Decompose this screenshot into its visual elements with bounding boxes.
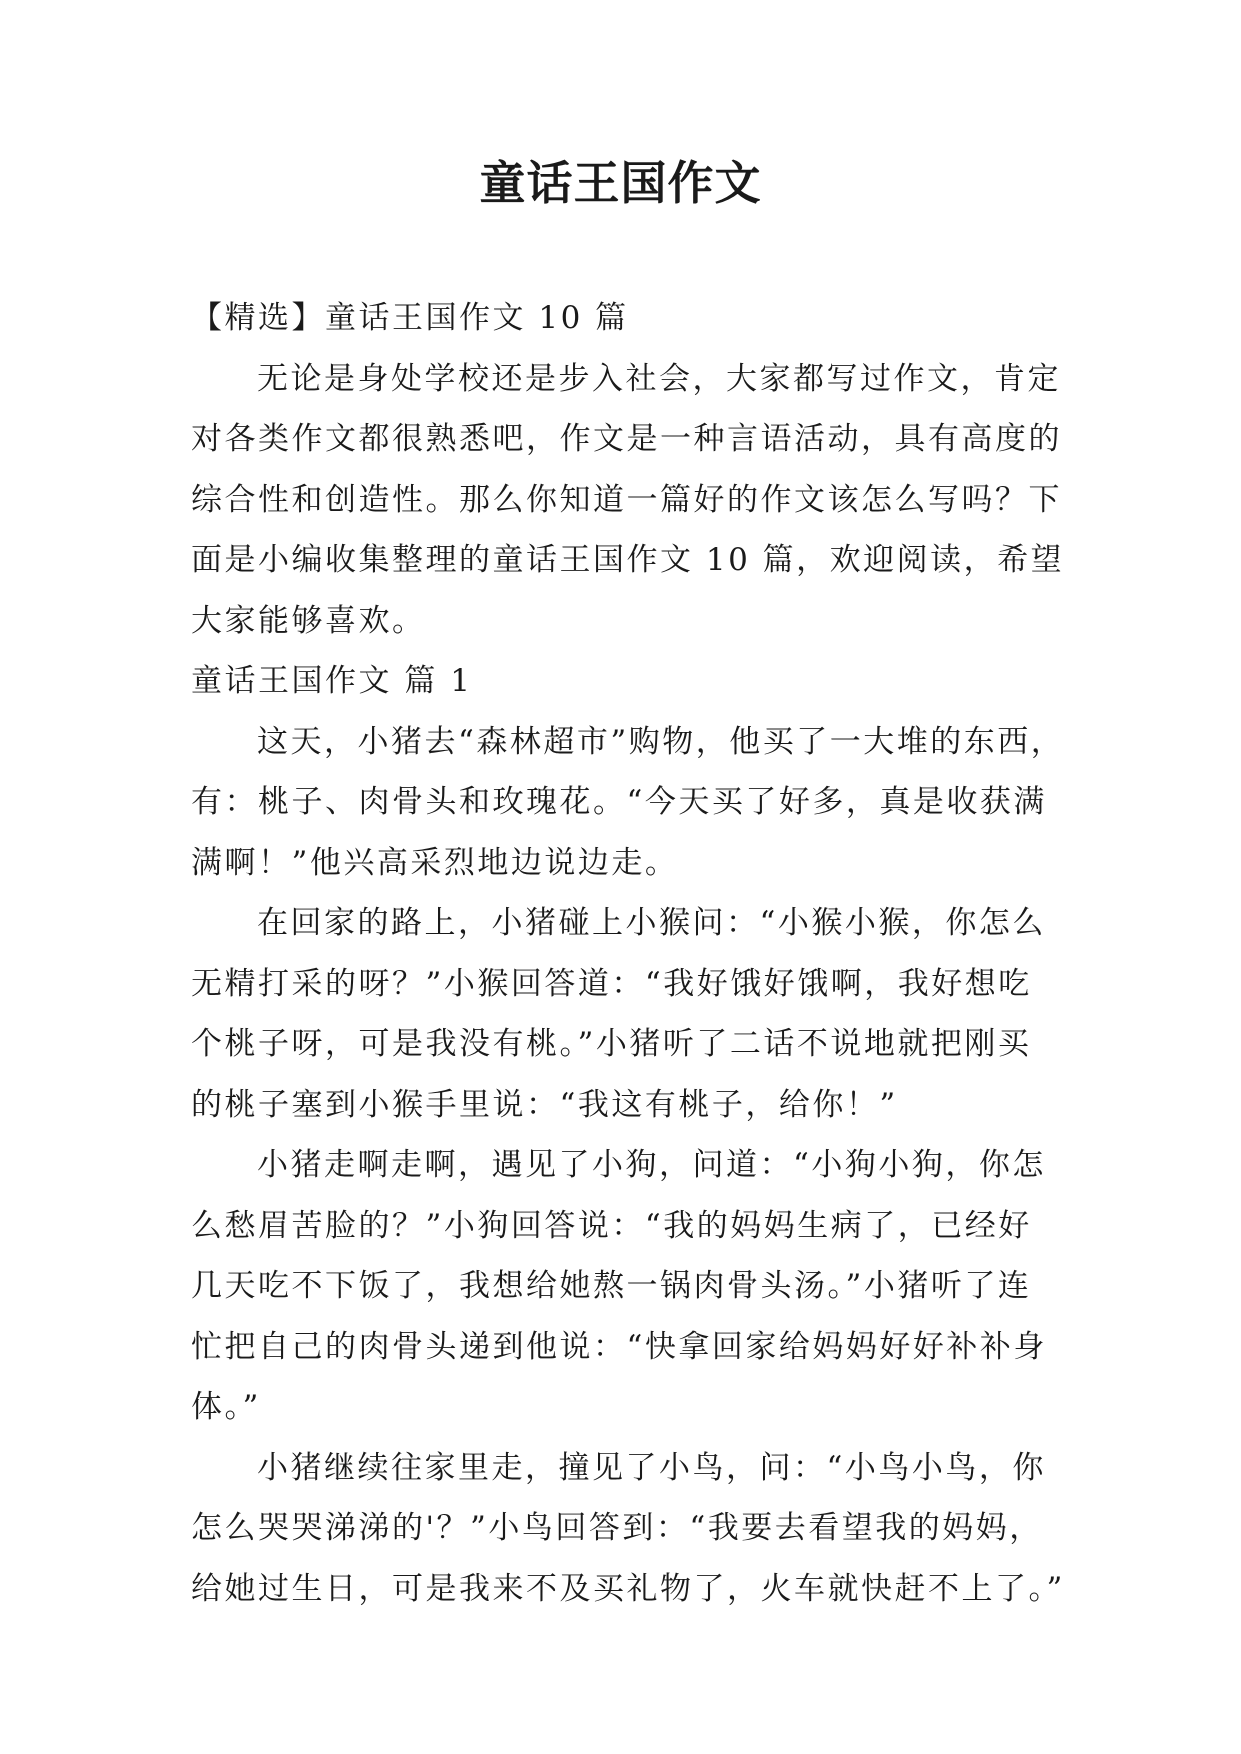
document-title: 童话王国作文	[479, 156, 762, 210]
paragraph-line: 在回家的路上，小猪碰上小猴问：“小猴小猴，你怎么	[257, 905, 1046, 941]
paragraph-line: 个桃子呀，可是我没有桃。”小猪听了二话不说地就把刚买	[191, 1026, 1032, 1062]
paragraph-line: 几天吃不下饭了，我想给她熬一锅肉骨头汤。”小猪听了连	[191, 1268, 1032, 1304]
subtitle-line: 【精选】童话王国作文 10 篇	[191, 300, 629, 336]
paragraph-line: 体。”	[191, 1389, 261, 1425]
paragraph-line: 给她过生日，可是我来不及买礼物了，火车就快赶不上了。”	[191, 1570, 1065, 1607]
paragraph-line: 怎么哭哭涕涕的'？”小鸟回答到：“我要去看望我的妈妈，	[191, 1510, 1043, 1546]
paragraph-line: 小猪继续往家里走，撞见了小鸟，问：“小鸟小鸟，你	[257, 1449, 1046, 1486]
paragraph-line: 的桃子塞到小猴手里说：“我这有桃子，给你！”	[191, 1086, 898, 1123]
paragraph-line: 对各类作文都很熟悉吧，作文是一种言语活动，具有高度的	[191, 421, 1062, 457]
paragraph-line: 面是小编收集整理的童话王国作文 10 篇，欢迎阅读，希望	[191, 542, 1065, 578]
paragraph-line: 这天，小猪去“森林超市”购物，他买了一大堆的东西，	[257, 723, 1065, 760]
document-body	[191, 288, 1065, 1619]
section-heading: 童话王国作文 篇 1	[191, 663, 473, 699]
paragraph-line: 大家能够喜欢。	[191, 602, 426, 639]
paragraph-line: 综合性和创造性。那么你知道一篇好的作文该怎么写吗？下	[191, 481, 1062, 518]
paragraph-line: 无论是身处学校还是步入社会，大家都写过作文，肯定	[257, 360, 1061, 397]
paragraph-line: 小猪走啊走啊，遇见了小狗，问道：“小狗小狗，你怎	[257, 1147, 1046, 1183]
paragraph-line: 有：桃子、肉骨头和玫瑰花。“今天买了好多，真是收获满	[191, 784, 1047, 820]
paragraph-line: 么愁眉苦脸的？”小狗回答说：“我的妈妈生病了，已经好	[191, 1207, 1032, 1244]
paragraph-line: 无精打采的呀？”小猴回答道：“我好饿好饿啊，我好想吃	[191, 965, 1032, 1002]
paragraph-line: 满啊！”他兴高采烈地边说边走。	[191, 844, 679, 881]
paragraph-line: 忙把自己的肉骨头递到他说：“快拿回家给妈妈好好补补身	[191, 1328, 1047, 1365]
